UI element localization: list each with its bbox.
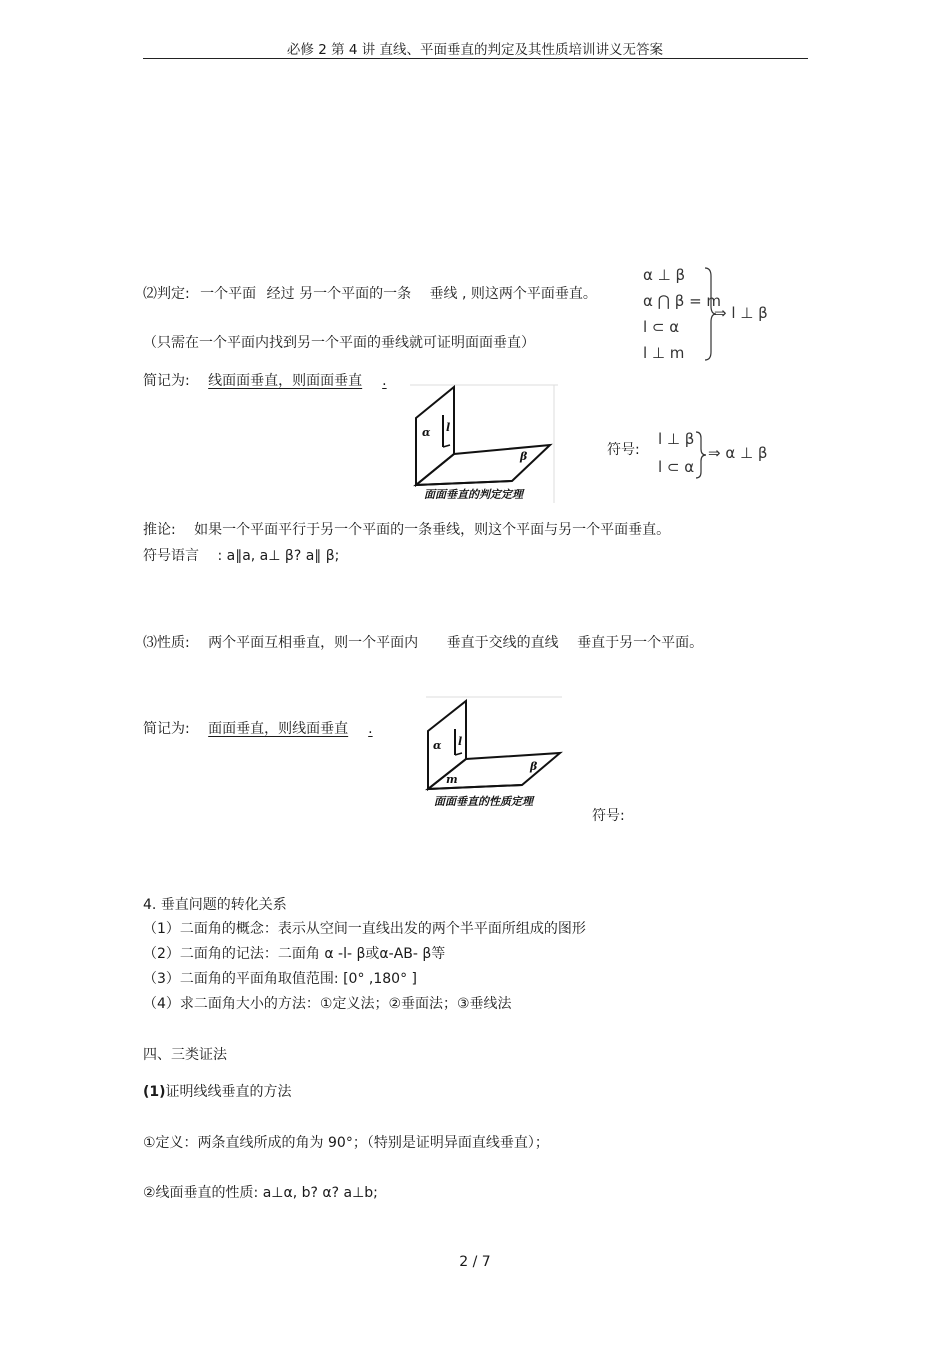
page-header-title: 必修 2 第 4 讲 直线、平面垂直的判定及其性质培训讲义无答案: [286, 42, 664, 58]
judgment-text-b: 经过: [266, 286, 295, 302]
formula1-line1: α ⊥ β: [643, 266, 686, 284]
formula2-result: ⇒ α ⊥ β: [708, 444, 768, 462]
property-label: ⑶性质:: [143, 635, 190, 651]
figure2-alpha-label: α: [433, 739, 442, 752]
section-four-subtitle: [143, 1083, 292, 1101]
property-text-b: 垂直于交线的直线: [446, 635, 559, 651]
corollary-label: 推论:: [143, 522, 176, 538]
method-definition: ①定义：两条直线所成的角为 90°；（特别是证明异面直线垂直）；: [143, 1135, 549, 1151]
corollary-symbol-line: [143, 547, 339, 565]
figure2-l-label: l: [458, 735, 463, 748]
formula1-line3: l ⊂ α: [643, 318, 680, 336]
figure1-l-label: l: [446, 421, 451, 434]
property-summary-text: 面面垂直，则线面垂直 .: [208, 721, 373, 737]
judgment-summary-label: 简记为:: [143, 373, 190, 389]
section4-item-2: （2）二面角的记法：二面角 α -l- β或α-AB- β等: [143, 946, 446, 962]
figure1-beta-label: β: [520, 450, 528, 463]
formula2-label: 符号:: [607, 442, 640, 458]
section-four-sub-text: 证明线线垂直的方法: [165, 1084, 292, 1100]
figure1-caption: 面面垂直的判定定理: [424, 488, 523, 501]
judgment-summary-text: 线面面垂直，则面面垂直 .: [208, 373, 387, 389]
property-summary-label: 简记为:: [143, 721, 190, 737]
formula1-line4: l ⊥ m: [643, 344, 685, 362]
formula1-line2: α ⋂ β = m: [643, 292, 722, 310]
judgment-text-a: 一个平面: [200, 286, 257, 302]
section4-item-3: （3）二面角的平面角取值范围: [0° ,180° ]: [143, 971, 417, 987]
method-line-plane-property: ②线面垂直的性质: a⊥α, b? α? a⊥b;: [143, 1185, 378, 1201]
property-symbol-label: 符号:: [592, 808, 625, 824]
page-number: 2 / 7: [459, 1254, 491, 1270]
section4-title: 4. 垂直问题的转化关系: [143, 897, 287, 913]
judgment-text-c: 另一个平面的一条: [299, 286, 412, 302]
property-text-c: 垂直于另一个平面。: [577, 635, 704, 651]
section-four-sub-number: (1): [143, 1084, 166, 1100]
figure1-alpha-label: α: [422, 426, 431, 439]
figure2-m-label: m: [446, 773, 458, 786]
section-four-title: 四、三类证法: [143, 1047, 227, 1063]
judgment-note: （只需在一个平面内找到另一个平面的垂线就可证明面面垂直）: [143, 335, 535, 351]
property-text-a: 两个平面互相垂直，则一个平面内: [208, 635, 419, 651]
figure2-caption: 面面垂直的性质定理: [434, 795, 533, 808]
corollary-text: 如果一个平面平行于另一个平面的一条垂线，则这个平面与另一个平面垂直。: [194, 522, 671, 538]
corollary-line: [143, 521, 670, 539]
section4-item-1: （1）二面角的概念：表示从空间一直线出发的两个半平面所组成的图形: [143, 921, 586, 937]
corollary-symbol-label: 符号语言: [143, 548, 199, 564]
judgment-text-d: 垂线: [429, 286, 458, 302]
formula1-result: ⇒ l ⊥ β: [714, 304, 768, 322]
property-summary: [143, 720, 373, 738]
corollary-symbol-text: : a∥a, a⊥ β? a∥ β;: [217, 548, 340, 564]
formula2-brace: [695, 431, 707, 479]
judgment-line: [143, 285, 597, 303]
formula2-line2: l ⊂ α: [658, 458, 695, 476]
formula2-line1: l ⊥ β: [658, 430, 695, 448]
header-divider: [143, 58, 808, 59]
judgment-text-e: , 则这两个平面垂直。: [461, 286, 597, 302]
figure2-property-diagram: [426, 697, 566, 813]
judgment-summary: [143, 372, 415, 390]
judgment-label: ⑵判定:: [143, 286, 190, 302]
figure2-beta-label: β: [530, 760, 538, 773]
figure1-judgment-diagram: [410, 385, 558, 505]
property-line: [143, 634, 703, 652]
section4-item-4: （4）求二面角大小的方法：①定义法；②垂面法；③垂线法: [143, 996, 512, 1012]
